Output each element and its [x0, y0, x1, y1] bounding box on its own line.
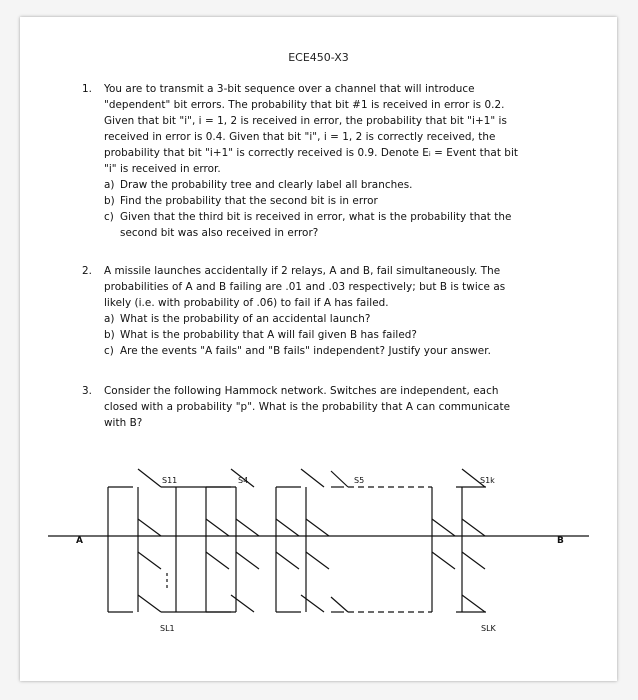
switch-mid-5 — [306, 519, 329, 536]
node-a-label: A — [76, 536, 83, 546]
switch-mid-4 — [276, 519, 299, 536]
sub-label: a) — [104, 179, 115, 191]
switch-bottom-4 — [331, 597, 348, 612]
switch-top-3 — [301, 469, 324, 487]
text-line: What is the probability of an accidental launch? — [120, 313, 371, 325]
switch-mid-7 — [462, 519, 485, 536]
vertical-buses — [108, 487, 462, 612]
text-line: Draw the probability tree and clearly label all branches. — [120, 179, 413, 191]
switch-low-1 — [138, 552, 161, 569]
text-line: probability that bit "i+1" is correctly received is 0.9. Denote Eᵢ = Event that bit — [104, 147, 519, 159]
sub-label: b) — [104, 329, 115, 341]
node-b-label: B — [557, 536, 564, 546]
text-line: likely (i.e. with probability of .06) to fail if A has failed. — [104, 297, 389, 309]
text-line: with B? — [104, 417, 143, 429]
text-line: Given that the third bit is received in error, what is the probability that the — [120, 211, 512, 223]
text-line: probabilities of A and B failing are .01 and .03 respectively; but B is twice as — [104, 281, 506, 293]
switch-mid-2 — [206, 519, 229, 536]
text-line: second bit was also received in error? — [120, 227, 319, 239]
sub-label: b) — [104, 195, 115, 207]
problem-text — [104, 81, 518, 177]
text-line: You are to transmit a 3-bit sequence over a channel that will introduce — [104, 83, 475, 95]
document-title: ECE450-X3 — [288, 51, 349, 64]
switch-label-s4: S4 — [238, 476, 249, 485]
switch-bottom-3 — [301, 595, 324, 612]
switch-s5 — [331, 471, 348, 487]
switch-sl1 — [138, 595, 161, 612]
switch-mid-3 — [236, 519, 259, 536]
text-line: Find the probability that the second bit is in error — [120, 195, 378, 207]
sub-question-b — [104, 327, 505, 343]
switch-mid-6 — [432, 519, 455, 536]
sub-question-c — [104, 209, 518, 241]
text-line: Are the events "A fails" and "B fails" independent? Justify your answer. — [120, 345, 491, 357]
sub-label: c) — [104, 211, 114, 223]
problem-text — [104, 263, 505, 311]
text-line: Given that bit "i", i = 1, 2 is received in error, the probability that bit "i+1" is — [104, 115, 507, 127]
text-line: Consider the following Hammock network. Switches are independent, each — [104, 385, 499, 397]
sub-label: a) — [104, 313, 115, 325]
switch-label-s5: S5 — [354, 476, 365, 485]
problem-text — [104, 383, 510, 431]
switch-low-6 — [432, 552, 455, 569]
hammock-network-diagram — [48, 447, 598, 652]
text-line: closed with a probability "p". What is the probability that A can communicate — [104, 401, 511, 413]
switch-label-sl1: SL1 — [160, 624, 175, 633]
switch-low-5 — [306, 552, 329, 569]
switches — [138, 469, 485, 612]
switch-mid-1 — [138, 519, 161, 536]
problem-2 — [82, 263, 505, 359]
switch-slk — [462, 595, 485, 612]
switch-bottom-2 — [231, 595, 254, 612]
text-line: "i" is received in error. — [104, 163, 221, 175]
switch-low-3 — [236, 552, 259, 569]
text-line: What is the probability that A will fail given B has failed? — [120, 329, 417, 341]
problem-number: 2. — [82, 265, 93, 277]
problem-number: 3. — [82, 385, 93, 397]
sub-question-a — [104, 311, 505, 327]
problem-number: 1. — [82, 83, 93, 95]
problem-1 — [82, 81, 518, 241]
text-line: received in error is 0.4. Given that bit "i", i = 1, 2 is correctly received, the — [104, 131, 496, 143]
problem-3 — [82, 383, 510, 431]
document-page — [20, 17, 617, 681]
switch-label-slk: SLK — [481, 624, 496, 633]
switch-low-4 — [276, 552, 299, 569]
sub-label: c) — [104, 345, 114, 357]
sub-question-b — [104, 193, 518, 209]
text-line: "dependent" bit errors. The probability that bit #1 is received in error is 0.2. — [104, 99, 505, 111]
sub-question-c — [104, 343, 505, 359]
switch-low-2 — [206, 552, 229, 569]
switch-label-s1k: S1k — [480, 476, 495, 485]
sub-question-a — [104, 177, 518, 193]
switch-s11 — [138, 469, 161, 487]
switch-label-s11: S11 — [162, 476, 178, 485]
switch-low-7 — [462, 552, 485, 569]
text-line: A missile launches accidentally if 2 relays, A and B, fail simultaneously. The — [104, 265, 501, 277]
